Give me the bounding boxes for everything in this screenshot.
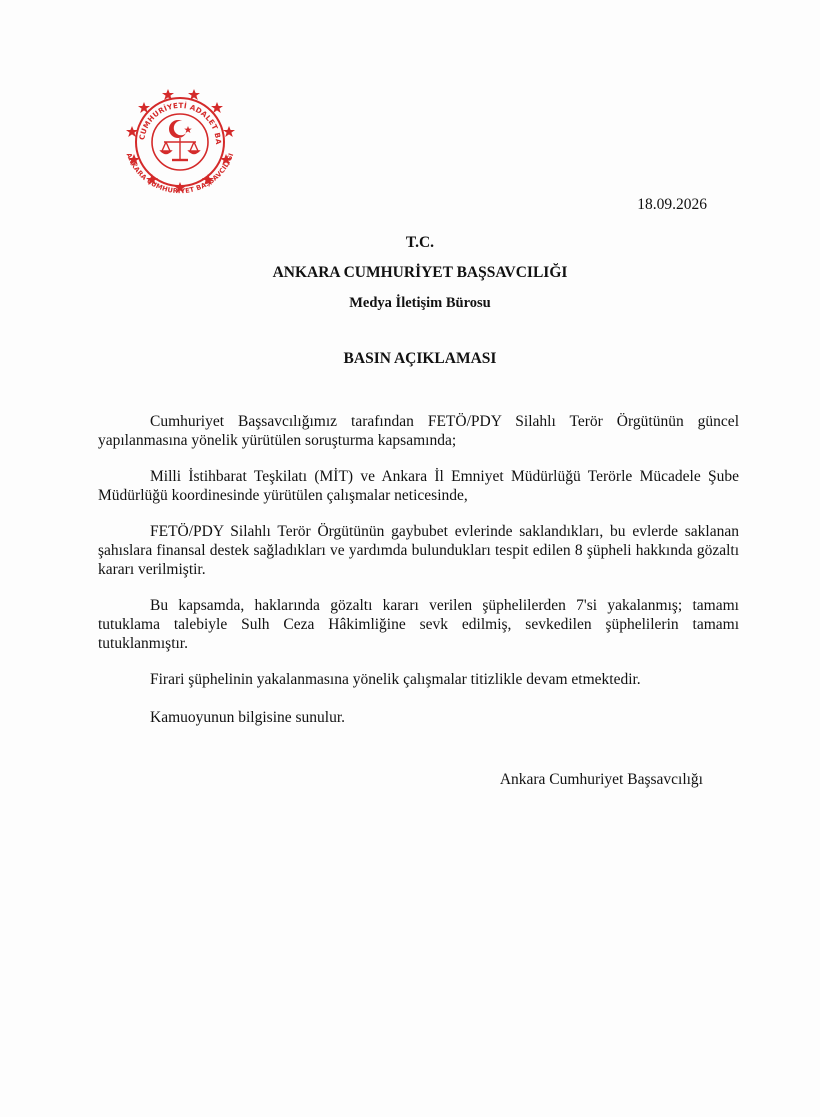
document-date: 18.09.2026: [637, 196, 707, 213]
scales-icon: [161, 138, 199, 160]
paragraph-3: FETÖ/PDY Silahlı Terör Örgütünün gaybubet evlerinde saklandıkları, bu evlerde saklanan şahıslara finansal destek sağladıkları ve yardımda bulundukları tespit edilen 8 şüpheli hakkında gözaltı kararı verilmiştir.: [98, 523, 739, 578]
paragraph-4: Bu kapsamda, haklarında gözaltı kararı verilen şüphelilerden 7'si yakalanmış; tamamı tutuklama talebiyle Sulh Ceza Hâkimliğine sevk edilmiş, sevkedilen şüphelilerin tamamı tutuklanmıştır.: [98, 597, 739, 652]
seal-text: CUMHURİYETİ ADALET BA: [137, 100, 224, 145]
document-header: [120, 232, 720, 322]
seal-emblem-icon: [112, 82, 248, 202]
header-office: Medya İletişim Bürosu: [349, 295, 491, 311]
signature: Ankara Cumhuriyet Başsavcılığı: [499, 771, 703, 788]
paragraph-1: Cumhuriyet Başsavcılığımız tarafından FETÖ/PDY Silahlı Terör Örgütünün güncel yapılanmasına yönelik yürütülen soruşturma kapsamında;: [98, 413, 739, 449]
paragraph-5: Firari şüphelinin yakalanmasına yönelik çalışmalar titizlikle devam etmektedir.: [150, 671, 641, 688]
ministry-seal-logo: [112, 82, 248, 202]
header-tc: T.C.: [405, 234, 435, 251]
seal-bottom-text: ANKARA CUMHURİYET BAŞSAVCILIĞI: [124, 151, 236, 196]
paragraph-6: Kamuoyunun bilgisine sunulur.: [150, 709, 346, 726]
document-body: [98, 412, 739, 746]
header-institution: ANKARA CUMHURİYET BAŞSAVCILIĞI: [272, 264, 568, 281]
document-title: BASIN AÇIKLAMASI: [343, 350, 497, 367]
paragraph-2: Milli İstihbarat Teşkilatı (MİT) ve Ankara İl Emniyet Müdürlüğü Terörle Mücadele Şube Müdürlüğü koordinesinde yürütülen çalışmalar neticesinde,: [98, 468, 739, 504]
